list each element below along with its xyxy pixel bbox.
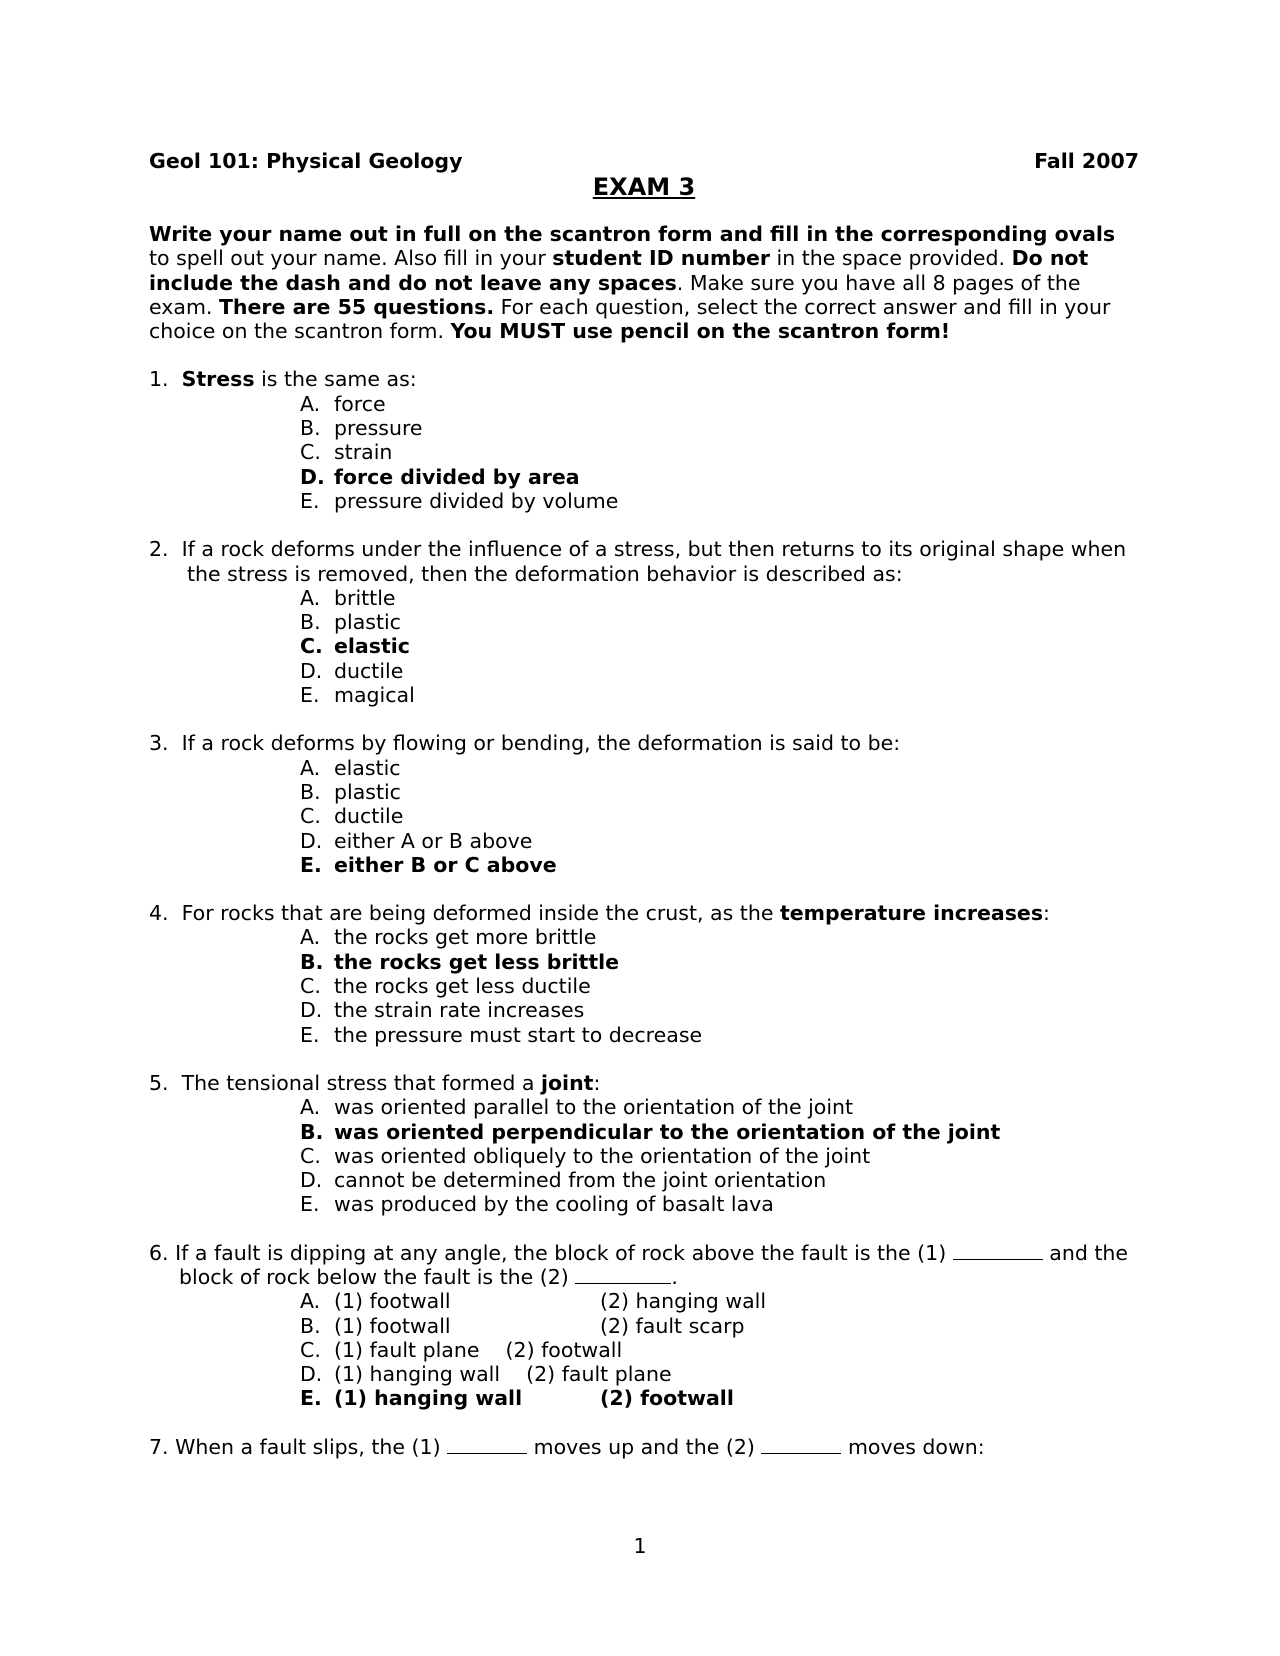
- instruction-segment: Write your name out in full on the scantron form and fill in the corresponding ovals: [149, 222, 1116, 246]
- option-part-1: (1) footwall: [334, 1289, 451, 1314]
- option-part-2: (2) footwall: [600, 1386, 734, 1411]
- question-text-part1: If a fault is dipping at any angle, the block of rock above the fault is the (1): [175, 1240, 947, 1265]
- course-title: Geol 101: Physical Geology: [149, 149, 463, 173]
- question-number: 1.: [149, 367, 169, 392]
- answer-option: [300, 465, 1139, 489]
- option-list: [149, 1289, 1139, 1410]
- answer-blank-2: [575, 1266, 671, 1284]
- instruction-segment: . Make sure you have all 8 pages of the exam.: [149, 270, 1081, 319]
- answer-option: [300, 998, 1139, 1022]
- question-number: 2.: [149, 537, 169, 562]
- answer-option: [300, 1289, 1139, 1313]
- exam-title: EXAM 3: [592, 173, 696, 201]
- question-text-part2: and the block of rock below the fault is the (2): [179, 1240, 1128, 1289]
- question-4: [149, 901, 1139, 1047]
- answer-option: [300, 1362, 1139, 1386]
- option-part-2: (2) fault scarp: [600, 1313, 745, 1338]
- answer-blank-2: [761, 1436, 841, 1454]
- question-1: [149, 367, 1139, 513]
- option-text: elastic: [334, 755, 401, 780]
- question-6: [149, 1241, 1139, 1411]
- option-text: was oriented obliquely to the orientation of the joint: [334, 1143, 871, 1168]
- option-text: strain: [334, 440, 393, 465]
- question-stem: [149, 367, 1139, 391]
- answer-option: [300, 683, 1139, 707]
- question-number: 6.: [149, 1240, 169, 1265]
- question-text: is the same as:: [254, 367, 417, 392]
- option-letter: A.: [300, 1095, 321, 1120]
- option-letter: D.: [300, 464, 325, 489]
- question-3: [149, 731, 1139, 877]
- option-text: plastic: [334, 779, 401, 804]
- instruction-segment: You MUST use pencil on the scantron form!: [450, 319, 951, 344]
- question-text: temperature increases: [779, 901, 1044, 926]
- instruction-segment: to spell out your name. Also fill in your: [149, 246, 553, 271]
- option-text: brittle: [334, 585, 396, 610]
- question-stem: [149, 731, 1139, 755]
- answer-option: [300, 1338, 1139, 1362]
- option-text: elastic: [334, 634, 410, 659]
- option-letter: E.: [300, 852, 322, 877]
- answer-option: [300, 586, 1139, 610]
- option-letter: E.: [300, 1386, 322, 1411]
- answer-option: [300, 659, 1139, 683]
- option-letter: A.: [300, 1289, 321, 1314]
- option-letter: D.: [300, 828, 323, 853]
- option-letter: B.: [300, 416, 321, 441]
- question-number: 4.: [149, 901, 169, 926]
- question-text: For rocks that are being deformed inside the crust, as the: [181, 901, 780, 926]
- option-text: plastic: [334, 610, 401, 635]
- exam-page: [149, 146, 1139, 1459]
- option-text: was oriented parallel to the orientation of the joint: [334, 1095, 854, 1120]
- option-letter: D.: [300, 658, 323, 683]
- option-list: [149, 392, 1139, 513]
- option-letter: C.: [300, 804, 321, 829]
- option-letter: B.: [300, 949, 324, 974]
- answer-option: [300, 1095, 1139, 1119]
- option-letter: A.: [300, 925, 321, 950]
- answer-option: [300, 829, 1139, 853]
- question-number: 3.: [149, 731, 169, 756]
- answer-option: [300, 1386, 1139, 1410]
- answer-option: [300, 950, 1139, 974]
- page-number: 1: [633, 1534, 647, 1558]
- option-list: [149, 586, 1139, 707]
- question-7: [149, 1435, 1139, 1459]
- option-letter: C.: [300, 634, 323, 659]
- option-text: force: [334, 391, 386, 416]
- option-letter: E.: [300, 1192, 320, 1217]
- option-letter: C.: [300, 1337, 321, 1362]
- answer-option: [300, 440, 1139, 464]
- option-text: the pressure must start to decrease: [334, 1022, 703, 1047]
- answer-option: [300, 804, 1139, 828]
- question-text: The tensional stress that formed a: [181, 1070, 541, 1095]
- answer-option: [300, 925, 1139, 949]
- instruction-segment: There are 55 questions.: [218, 294, 495, 319]
- option-text: was produced by the cooling of basalt lava: [334, 1192, 774, 1217]
- option-letter: C.: [300, 440, 321, 465]
- option-text: magical: [334, 683, 415, 708]
- option-list: [149, 925, 1139, 1046]
- option-text: the rocks get more brittle: [334, 925, 597, 950]
- option-letter: D.: [300, 1168, 323, 1193]
- option-letter: D.: [300, 1362, 323, 1387]
- option-part-1: (1) fault plane: [334, 1337, 480, 1362]
- option-text: was oriented perpendicular to the orientation of the joint: [334, 1119, 1001, 1144]
- option-letter: B.: [300, 779, 321, 804]
- option-part-2: (2) footwall: [505, 1337, 623, 1362]
- instruction-segment: For each question, select the correct answer and fill in your choice on the scantron form.: [149, 294, 1111, 344]
- instruction-segment: Do not include the dash and do not leave any spaces: [149, 246, 1089, 295]
- question-number: 5.: [149, 1070, 169, 1095]
- option-text: pressure divided by volume: [334, 488, 619, 513]
- option-letter: E.: [300, 488, 320, 513]
- answer-option: [300, 1192, 1139, 1216]
- answer-option: [300, 1314, 1139, 1338]
- instruction-segment: in the space provided.: [770, 246, 1012, 271]
- option-part-2: (2) fault plane: [526, 1362, 672, 1387]
- answer-option: [300, 489, 1139, 513]
- question-number: 7.: [149, 1434, 169, 1459]
- option-letter: B.: [300, 610, 321, 635]
- option-letter: C.: [300, 1143, 321, 1168]
- answer-option: [300, 1120, 1139, 1144]
- option-text: the strain rate increases: [334, 998, 585, 1023]
- option-text: either A or B above: [334, 828, 533, 853]
- question-text: If a rock deforms by flowing or bending, the deformation is said to be:: [181, 731, 901, 756]
- option-letter: B.: [300, 1119, 324, 1144]
- question-text: joint: [540, 1070, 594, 1095]
- option-part-1: (1) hanging wall: [334, 1362, 501, 1387]
- question-text-part1: When a fault slips, the (1): [175, 1434, 441, 1459]
- question-text: Stress: [181, 367, 255, 392]
- question-text: :: [593, 1070, 601, 1095]
- exam-instructions: [149, 222, 1139, 343]
- answer-option: [300, 1144, 1139, 1168]
- option-text: the rocks get less brittle: [334, 949, 620, 974]
- option-list: [149, 756, 1139, 877]
- answer-option: [300, 780, 1139, 804]
- option-letter: D.: [300, 998, 323, 1023]
- answer-option: [300, 416, 1139, 440]
- question-text: If a rock deforms under the influence of a stress, but then returns to its original shape when the stress is removed, then the deformation behavior is described as:: [181, 537, 1127, 586]
- option-part-1: (1) footwall: [334, 1313, 451, 1338]
- answer-option: [300, 392, 1139, 416]
- question-stem: [149, 1435, 1139, 1459]
- answer-blank-1: [447, 1436, 527, 1454]
- term-label: Fall 2007: [1034, 149, 1139, 173]
- answer-blank-1: [953, 1242, 1043, 1260]
- option-text: pressure: [334, 416, 423, 441]
- question-2: [149, 537, 1139, 707]
- option-letter: B.: [300, 1313, 321, 1338]
- question-stem: [149, 537, 1139, 586]
- answer-option: [300, 853, 1139, 877]
- option-part-1: (1) hanging wall: [334, 1386, 523, 1411]
- option-text: force divided by area: [334, 464, 580, 489]
- answer-option: [300, 1168, 1139, 1192]
- answer-option: [300, 1023, 1139, 1047]
- option-letter: A.: [300, 755, 321, 780]
- answer-option: [300, 974, 1139, 998]
- question-text-end: .: [671, 1264, 678, 1289]
- option-text: either B or C above: [334, 852, 557, 877]
- option-letter: A.: [300, 391, 321, 416]
- question-text-part2: moves up and the (2): [527, 1434, 755, 1459]
- option-letter: E.: [300, 1022, 320, 1047]
- question-5: [149, 1071, 1139, 1217]
- option-part-2: (2) hanging wall: [600, 1289, 767, 1314]
- question-text-part3: moves down:: [841, 1434, 985, 1459]
- option-text: the rocks get less ductile: [334, 974, 591, 999]
- answer-option: [300, 634, 1139, 658]
- question-stem: [149, 1071, 1139, 1095]
- option-text: cannot be determined from the joint orientation: [334, 1168, 827, 1193]
- question-list: [149, 367, 1139, 1216]
- option-text: ductile: [334, 658, 404, 683]
- option-text: ductile: [334, 804, 404, 829]
- option-letter: A.: [300, 585, 321, 610]
- option-letter: C.: [300, 974, 321, 999]
- instruction-segment: student ID number: [552, 246, 771, 271]
- question-stem: [149, 1241, 1139, 1290]
- option-list: [149, 1095, 1139, 1216]
- question-text: :: [1043, 901, 1050, 926]
- option-letter: E.: [300, 683, 320, 708]
- answer-option: [300, 610, 1139, 634]
- question-stem: [149, 901, 1139, 925]
- answer-option: [300, 756, 1139, 780]
